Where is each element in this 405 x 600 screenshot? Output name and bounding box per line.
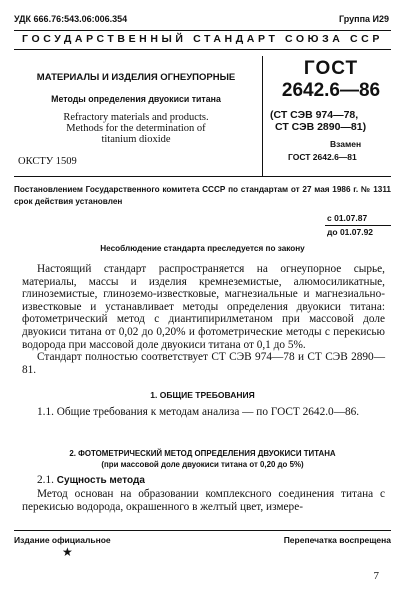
valid-from: с 01.07.87 [327,213,368,223]
section-2-heading: 2. ФОТОМЕТРИЧЕСКИЙ МЕТОД ОПРЕДЕЛЕНИЯ ДВУОКИСИ ТИТАНА [69,449,336,458]
banner-top-rule [14,30,391,31]
section-1-text [22,406,385,419]
title-ru: МАТЕРИАЛЫ И ИЗДЕЛИЯ ОГНЕУПОРНЫЕ [36,72,236,83]
replaces-label: Взамен [330,139,362,149]
section-1-paragraph: 1.1. Общие требования к методам анализа — по ГОСТ 2642.0—86. [37,406,360,418]
intro-text [22,263,385,376]
title-en [14,112,258,145]
clause-2-1 [37,474,145,486]
section-2-paragraph: Метод основан на образовании комплексного соединения титана с перекисью водорода, окрашенного в желтый цвет, измере- [22,488,385,513]
intro-paragraph: Стандарт полностью соответствует СТ СЭВ 974—78 и СТ СЭВ 2890—81. [22,351,385,376]
section-2-text [22,488,385,513]
reprint-notice: Перепечатка воспрещена [283,535,391,545]
gost-label: ГОСТ [303,58,359,79]
group-code: Группа И29 [338,14,389,24]
replaces-standard: ГОСТ 2642.6—81 [288,152,357,162]
clause-title: Сущность метода [56,475,145,486]
footer-rule [14,530,391,531]
banner-bottom-rule [14,49,391,50]
edition-label: Издание официальное [14,535,111,545]
section-1-heading: 1. ОБЩИЕ ТРЕБОВАНИЯ [150,390,255,400]
section-2-subheading: (при массовой доле двуокиси титана от 0,20 до 5%) [101,460,304,469]
legal-notice: Несоблюдение стандарта преследуется по закону [100,244,305,253]
title-en-line: Refractory materials and products. [63,112,209,123]
decree-text: Постановлением Государственного комитета СССР по стандартам от 27 мая 1986 г. № 1311 срок действия установлен [14,185,391,206]
title-divider [262,56,263,176]
okstu-code: ОКСТУ 1509 [18,156,77,167]
subtitle-ru: Методы определения двуокиси титана [51,94,221,104]
st-sev-line-1: (СТ СЭВ 974—78, [270,109,359,121]
st-sev-line-2: СТ СЭВ 2890—81) [275,121,367,133]
title-en-line: titanium dioxide [101,134,171,145]
title-bottom-rule [14,176,391,177]
validity-rule [325,225,391,226]
clause-number: 2.1. [37,474,54,486]
page-number: 7 [373,570,379,582]
gost-number: 2642.6—86 [281,80,381,101]
udk-code: УДК 666.76:543.06:006.354 [14,14,128,24]
valid-to: до 01.07.92 [327,227,374,237]
star-icon: ★ [62,545,73,559]
standard-banner: ГОСУДАРСТВЕННЫЙ СТАНДАРТ СОЮЗА ССР [22,33,383,45]
title-en-line: Methods for the determination of [66,123,206,134]
intro-paragraph: Настоящий стандарт распространяется на огнеупорное сырье, материалы, массы и изделия кремнеземистые, алюмосиликатные, глиноземистые, глиноземо-известковые, магнезиальные и магнезиально-известковые и устанавливает методы определения двуокиси титана: фотометрический метод с диантипирилметаном при массовой доле двуокиси титана от 0,02 до 0,20% и фотометрические методы с перекисью водорода при массовой доле двуокиси титана от 0,1 до 5%. [22,263,385,351]
